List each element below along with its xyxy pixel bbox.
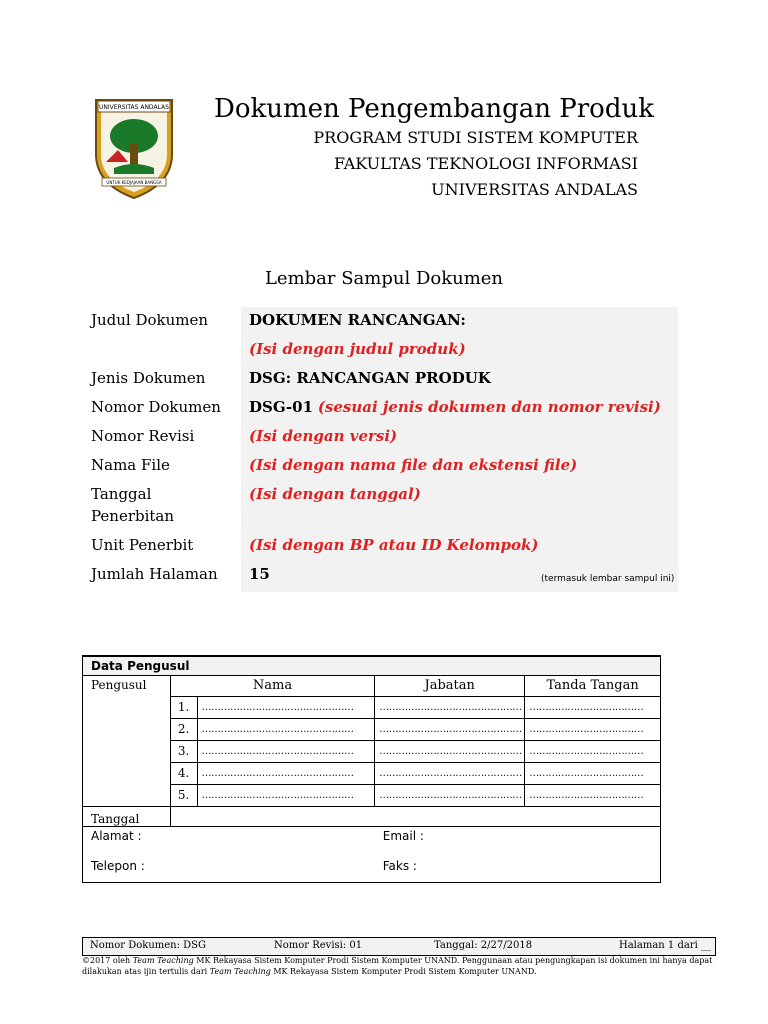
value-judul-dokumen: DOKUMEN RANCANGAN: [249, 311, 466, 329]
label-telepon: Telepon : [91, 858, 145, 873]
row-number: 1. [170, 696, 197, 718]
value-jumlah-halaman: 15 [249, 565, 270, 583]
hint-nomor-dokumen: (sesuai jenis dokumen dan nomor revisi) [317, 398, 661, 416]
field-jabatan: ……………………………………… [375, 696, 525, 718]
header-jabatan: Jabatan [375, 675, 525, 696]
field-tanda-tangan: ……………………………… [525, 718, 661, 740]
hint-nama-file: (Isi dengan nama file dan ekstensi file) [249, 456, 578, 474]
hint-tanggal: (Isi dengan tanggal) [249, 485, 421, 503]
label-alamat: Alamat : [91, 828, 142, 843]
hint-judul-produk: (Isi dengan judul produk) [249, 340, 466, 358]
field-tanda-tangan: ……………………………… [525, 696, 661, 718]
cell-alamat-telepon [83, 826, 375, 882]
section-title-data-pengusul: Data Pengusul [83, 656, 661, 675]
label-tanggal-pengusul: Tanggal [83, 806, 171, 826]
row-number: 3. [170, 740, 197, 762]
field-nama: ………………………………………… [197, 762, 375, 784]
footer-halaman: Halaman 1 dari __ [619, 940, 711, 951]
field-tanda-tangan: ……………………………… [525, 784, 661, 806]
document-title: Dokumen Pengembangan Produk [214, 94, 654, 124]
label-nama-file: Nama File [91, 456, 170, 474]
logo-text-top: UNIVERSITAS ANDALAS [99, 104, 169, 111]
row-number: 5. [170, 784, 197, 806]
header-tanda-tangan: Tanda Tangan [525, 675, 661, 696]
field-jabatan: ……………………………………… [375, 740, 525, 762]
field-jabatan: ……………………………………… [375, 718, 525, 740]
field-tanda-tangan: ……………………………… [525, 740, 661, 762]
field-nama: ………………………………………… [197, 718, 375, 740]
label-nomor-revisi: Nomor Revisi [91, 427, 195, 445]
hint-nomor-revisi: (Isi dengan versi) [249, 427, 398, 445]
cell-email-faks [375, 826, 661, 882]
value-jenis-dokumen: DSG: RANCANGAN PRODUK [249, 369, 491, 387]
footer-nomor-dokumen: Nomor Dokumen: DSG [90, 940, 207, 951]
row-number: 4. [170, 762, 197, 784]
footer-tanggal: Tanggal: 2/27/2018 [434, 940, 533, 951]
field-jabatan: ……………………………………… [375, 784, 525, 806]
label-email: Email : [382, 828, 424, 843]
field-tanggal-pengusul [170, 806, 660, 826]
label-penerbitan: Penerbitan [91, 507, 175, 525]
label-jenis-dokumen: Jenis Dokumen [91, 369, 206, 387]
label-tanggal: Tanggal [91, 485, 152, 503]
label-judul-dokumen: Judul Dokumen [91, 311, 209, 329]
note-jumlah-halaman: (termasuk lembar sampul ini) [541, 574, 675, 584]
subtitle-fakultas: FAKULTAS TEKNOLOGI INFORMASI [333, 154, 638, 173]
field-nama: ………………………………………… [197, 740, 375, 762]
label-nomor-dokumen: Nomor Dokumen [91, 398, 221, 416]
field-jabatan: ……………………………………… [375, 762, 525, 784]
cover-sheet-title: Lembar Sampul Dokumen [264, 268, 504, 289]
subtitle-universitas: UNIVERSITAS ANDALAS [431, 180, 638, 199]
footer-nomor-revisi: Nomor Revisi: 01 [274, 940, 363, 951]
hint-unit-penerbit: (Isi dengan BP atau ID Kelompok) [249, 536, 539, 554]
field-nama: ………………………………………… [197, 784, 375, 806]
row-number: 2. [170, 718, 197, 740]
label-faks: Faks : [382, 858, 417, 873]
field-nama: ………………………………………… [197, 696, 375, 718]
label-jumlah-halaman: Jumlah Halaman [91, 565, 218, 583]
field-tanda-tangan: ……………………………… [525, 762, 661, 784]
copyright-notice: ©2017 oleh Team Teaching MK Rekayasa Sistem Komputer Prodi Sistem Komputer UNAND. Penggunaan atau pengungkapan isi dokumen ini hanya dapat dilakukan atas ijin tertulis dari Team Teaching MK Rekayasa Sistem Komputer Prodi Sistem Komputer UNAND. [82, 956, 713, 976]
header-nama: Nama [170, 675, 374, 696]
label-unit-penerbit: Unit Penerbit [91, 536, 194, 554]
label-pengusul: Pengusul [83, 675, 171, 806]
subtitle-program-studi: PROGRAM STUDI SISTEM KOMPUTER [313, 128, 638, 147]
pengusul-table [82, 655, 661, 883]
logo-text-bottom: UNTUK KEDJAJAAN BANGSA [106, 180, 162, 185]
value-nomor-dokumen: DSG-01 (sesuai jenis dokumen dan nomor revisi) [249, 398, 661, 416]
